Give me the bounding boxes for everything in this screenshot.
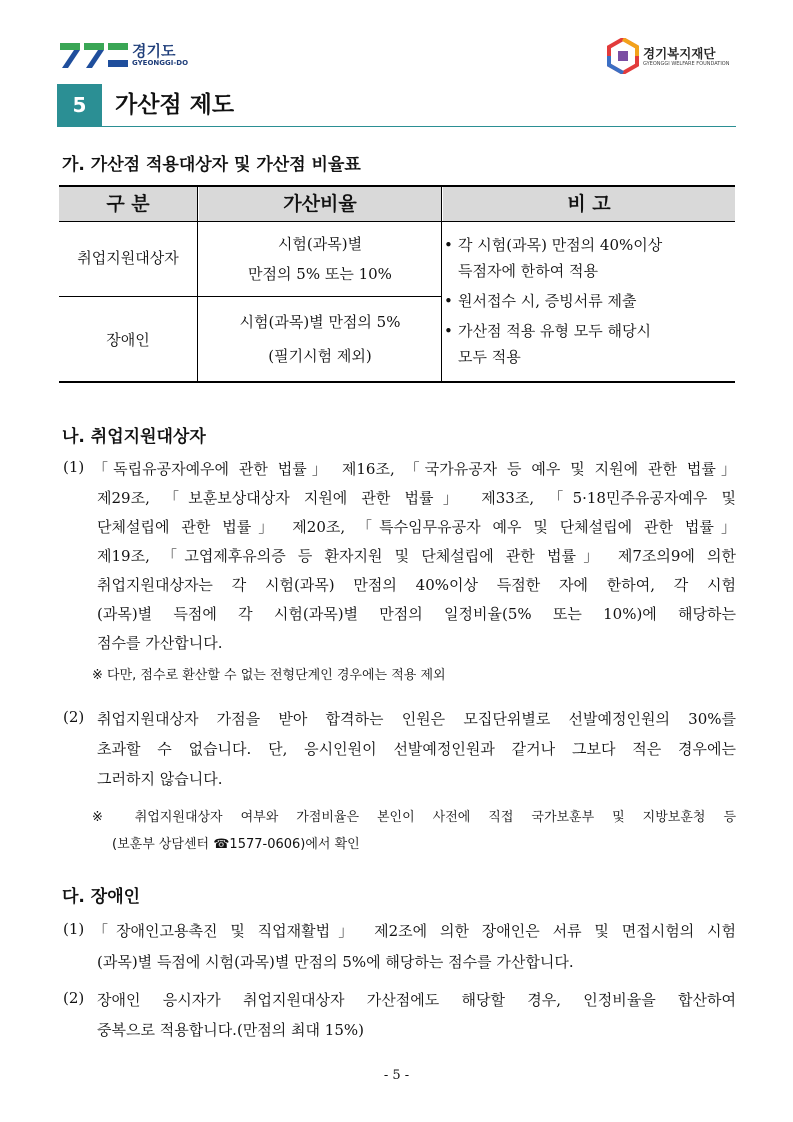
paragraph-line: 제29조, 「보훈보상대상자 지원에 관한 법률」 제33조, 「5·18민주유공자예우 및 bbox=[97, 489, 736, 507]
paragraph-line: 단체설립에 관한 법률」 제20조, 「특수임무유공자 예우 및 단체설립에 관한 법률」 bbox=[97, 518, 736, 536]
paragraph-line: 장애인 응시자가 취업지원대상자 가산점에도 해당할 경우, 인정비율을 합산하여 bbox=[97, 991, 736, 1009]
item-label: (1) bbox=[63, 920, 85, 938]
paragraph-line: 그러하지 않습니다. bbox=[97, 770, 223, 788]
welfare-logo-sub: GYEONGGI WELFARE FOUNDATION bbox=[643, 61, 730, 67]
page-number: - 5 - bbox=[383, 1068, 410, 1083]
table-header-category: 구 분 bbox=[59, 187, 197, 221]
welfare-foundation-logo bbox=[607, 38, 747, 74]
table-header-rate: 가산비율 bbox=[199, 187, 441, 221]
note-line: ※ 취업지원대상자 여부와 가점비율은 본인이 사전에 직접 국가보훈부 및 지방보훈청 등 bbox=[92, 810, 736, 825]
table-note-item: • 가산점 적용 유형 모두 해당시 bbox=[444, 317, 651, 345]
table-note-continuation: 모두 적용 bbox=[458, 348, 521, 366]
gyeonggi-do-logo bbox=[60, 40, 200, 72]
gyeonggi-logo-mark-icon bbox=[60, 40, 130, 70]
paragraph-line: 제19조, 「고엽제후유의증 등 환자지원 및 단체설립에 관한 법률」 제7조의9에 의한 bbox=[97, 547, 736, 565]
part-a-heading: 가. 가산점 적용대상자 및 가산점 비율표 bbox=[62, 155, 361, 175]
table-row-rate-line: (필기시험 제외) bbox=[268, 347, 372, 365]
paragraph-line: (과목)별 득점에 시험(과목)별 만점의 5%에 해당하는 점수를 가산합니다. bbox=[97, 953, 574, 971]
table-row-category: 장애인 bbox=[106, 331, 150, 349]
section-heading bbox=[57, 84, 736, 127]
bullet-icon: • bbox=[444, 292, 453, 310]
table-note-continuation: 득점자에 한하여 적용 bbox=[458, 262, 598, 280]
bullet-icon: • bbox=[444, 322, 453, 340]
table-row-rate-line: 만점의 5% 또는 10% bbox=[248, 265, 392, 283]
paragraph-line: 점수를 가산합니다. bbox=[97, 634, 223, 652]
table-row-rate-line: 시험(과목)별 만점의 5% bbox=[239, 313, 401, 331]
paragraph-line: (과목)별 득점에 각 시험(과목)별 만점의 일정비율(5% 또는 10%)에 해당하는 bbox=[97, 605, 736, 623]
section-number: 5 bbox=[57, 84, 102, 126]
part-c-heading: 다. 장애인 bbox=[62, 887, 141, 907]
table-header-notes: 비 고 bbox=[443, 187, 735, 221]
welfare-foundation-mark-icon bbox=[607, 38, 639, 74]
welfare-logo-name: 경기복지재단 bbox=[643, 46, 716, 61]
paragraph-line: 「장애인고용촉진 및 직업재활법」 제2조에 의한 장애인은 서류 및 면접시험의 시험 bbox=[93, 922, 736, 940]
part-b-heading: 나. 취업지원대상자 bbox=[62, 427, 206, 447]
item-label: (2) bbox=[63, 989, 85, 1007]
note-line: ※ 다만, 점수로 환산할 수 없는 전형단계인 경우에는 적용 제외 bbox=[92, 668, 446, 683]
paragraph-line: 중복으로 적용합니다.(만점의 최대 15%) bbox=[97, 1021, 364, 1039]
note-line: (보훈부 상담센터 ☎1577-0606)에서 확인 bbox=[112, 837, 360, 852]
bullet-icon: • bbox=[444, 236, 453, 254]
paragraph-line: 「독립유공자예우에 관한 법률」 제16조, 「국가유공자 등 예우 및 지원에 관한 법률」 bbox=[93, 460, 736, 478]
table-row-category: 취업지원대상자 bbox=[77, 249, 179, 267]
table-note-item: • 원서접수 시, 증빙서류 제출 bbox=[444, 287, 636, 315]
paragraph-line: 취업지원대상자 가점을 받아 합격하는 인원은 모집단위별로 선발예정인원의 30%를 bbox=[97, 710, 736, 728]
gyeonggi-logo-sub: GYEONGGI-DO bbox=[132, 59, 189, 67]
gyeonggi-logo-name: 경기도 bbox=[132, 42, 176, 60]
item-label: (1) bbox=[63, 458, 85, 476]
table-row-rate-line: 시험(과목)별 bbox=[277, 235, 363, 253]
section-title: 가산점 제도 bbox=[115, 92, 235, 118]
item-label: (2) bbox=[63, 708, 85, 726]
table-note-item: • 각 시험(과목) 만점의 40%이상 bbox=[444, 231, 662, 259]
paragraph-line: 취업지원대상자는 각 시험(과목) 만점의 40%이상 득점한 자에 한하여, 각 시험 bbox=[97, 576, 736, 594]
paragraph-line: 초과할 수 없습니다. 단, 응시인원이 선발예정인원과 같거나 그보다 적은 경우에는 bbox=[97, 740, 736, 758]
